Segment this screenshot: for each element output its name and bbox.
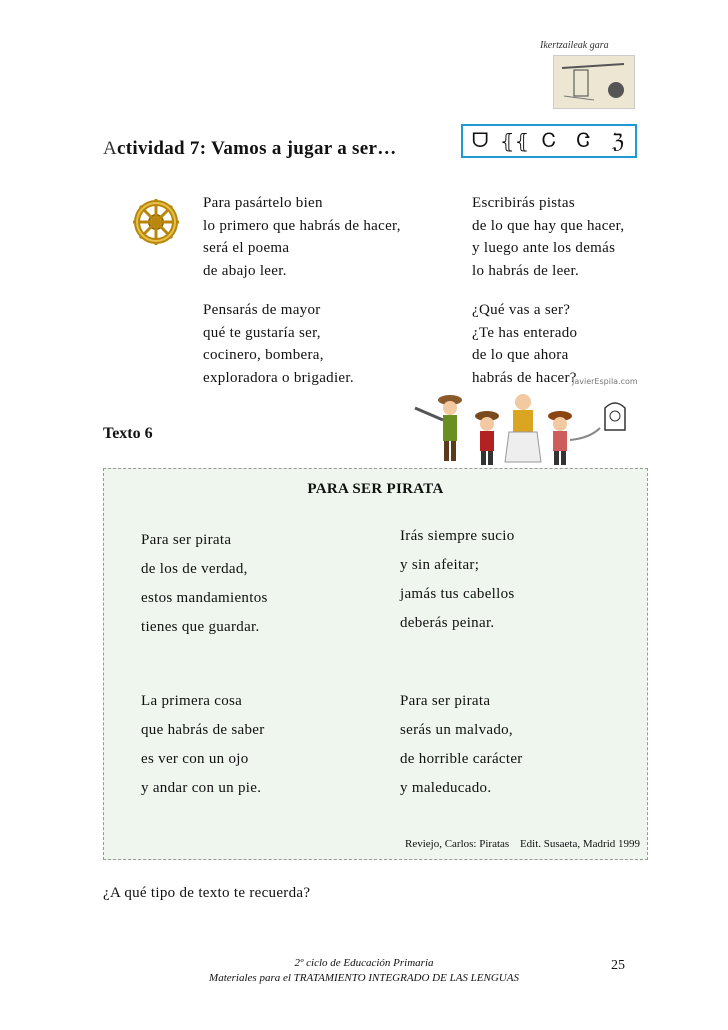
- footer-line-2: Materiales para el TRATAMIENTO INTEGRADO DE LAS LENGUAS: [209, 972, 519, 984]
- image-credit: JavierEspila.com: [572, 377, 638, 386]
- poem-verse-4: [400, 693, 523, 809]
- intro-stanza-3: [203, 299, 453, 389]
- question-text: ¿A qué tipo de texto te recuerda?: [103, 885, 311, 901]
- pirates-illustration: [405, 380, 630, 470]
- verse-line: estos mandamientos: [141, 590, 268, 606]
- page-number: 25: [611, 958, 625, 973]
- footer-line-1: 2º ciclo de Educación Primaria: [294, 957, 434, 969]
- verse-line: que habrás de saber: [141, 722, 265, 738]
- verse-line: de los de verdad,: [141, 561, 248, 577]
- verse-line: de horrible carácter: [400, 751, 523, 767]
- verse-line: Irás siempre sucio: [400, 528, 515, 544]
- verse-line: y maleducado.: [400, 780, 492, 796]
- intro-line: será el poema: [203, 240, 290, 256]
- citation-author: Reviejo, Carlos: Piratas: [405, 838, 510, 850]
- intro-line: de abajo leer.: [203, 262, 287, 279]
- intro-line: ¿Qué vas a ser?: [472, 302, 571, 318]
- symbol-4: Ꮳ: [576, 129, 591, 152]
- verse-line: y andar con un pie.: [141, 780, 262, 796]
- pirate-1: [415, 395, 462, 461]
- poem-title: PARA SER PIRATA: [307, 481, 444, 497]
- intro-line: de lo que ahora: [472, 347, 569, 363]
- verse-line: es ver con un ojo: [141, 751, 249, 767]
- activity-title-text: ctividad 7: Vamos a jugar a ser…: [117, 138, 397, 159]
- intro-line: Escribirás pistas: [472, 195, 575, 211]
- poem-verse-1: [141, 532, 268, 648]
- pirate-4: [548, 411, 600, 465]
- symbol-strip: [461, 124, 637, 158]
- intro-stanza-2: [472, 192, 672, 282]
- verse-line: Para ser pirata: [400, 693, 491, 709]
- intro-line: lo primero que habrás de hacer,: [203, 217, 401, 234]
- verse-line: La primera cosa: [141, 693, 243, 709]
- symbol-5: ℨ: [611, 130, 624, 153]
- texto-label: Texto 6: [103, 425, 153, 442]
- intro-line: de lo que hay que hacer,: [472, 217, 625, 234]
- intro-line: exploradora o brigadier.: [203, 369, 354, 386]
- poem-citation: [405, 838, 648, 850]
- intro-line: Pensarás de mayor: [203, 302, 321, 318]
- header-illustration: [553, 55, 635, 109]
- intro-line: qué te gustaría ser,: [203, 324, 321, 341]
- intro-stanza-1: [203, 192, 453, 282]
- intro-line: ¿Te has enterado: [472, 324, 578, 341]
- pirate-5: [605, 403, 625, 430]
- symbol-2: ⦃⦃: [499, 130, 530, 153]
- intro-line: Para pasártelo bien: [203, 195, 323, 211]
- intro-stanza-4: [472, 299, 672, 389]
- verse-line: jamás tus cabellos: [400, 586, 515, 602]
- intro-line: lo habrás de leer.: [472, 262, 580, 279]
- intro-line: habrás de hacer?: [472, 369, 577, 386]
- header-label: Ikertzaileak gara: [540, 40, 609, 51]
- verse-line: tienes que guardar.: [141, 619, 260, 635]
- activity-title: [103, 138, 397, 160]
- intro-line: y luego ante los demás: [472, 240, 616, 256]
- pirate-2: [475, 411, 499, 465]
- symbol-3: Ꮯ: [541, 129, 557, 152]
- symbol-1: ᗜ: [471, 129, 489, 152]
- verse-line: deberás peinar.: [400, 615, 495, 631]
- intro-line: cocinero, bombera,: [203, 347, 324, 363]
- ship-wheel-icon: [131, 197, 181, 247]
- activity-title-initial: A: [103, 138, 118, 159]
- citation-edit: Edit. Susaeta, Madrid 1999: [519, 838, 641, 850]
- verse-line: serás un malvado,: [400, 722, 513, 738]
- poem-verse-3: [141, 693, 265, 809]
- verse-line: Para ser pirata: [141, 532, 232, 548]
- poem-verse-2: [400, 528, 515, 644]
- verse-line: y sin afeitar;: [400, 557, 480, 573]
- pirate-3: [505, 394, 541, 462]
